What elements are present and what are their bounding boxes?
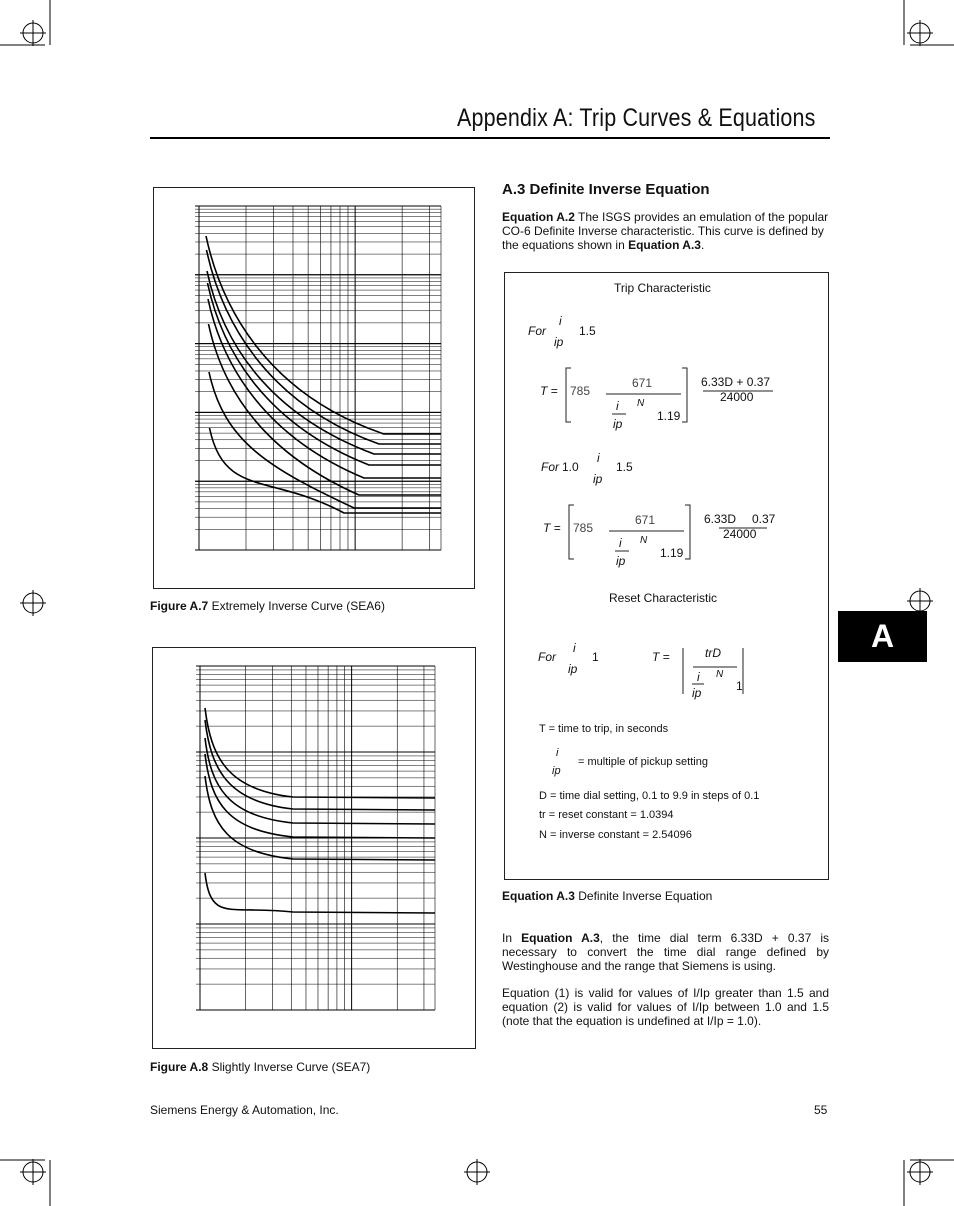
eq2-dial2: 0.37 [752, 512, 776, 526]
eq1-for: For [528, 324, 546, 338]
page-number: 55 [814, 1103, 828, 1117]
def-N: N = inverse constant = 2.54096 [539, 829, 692, 841]
intro-end: . [700, 238, 705, 252]
footer-company: Siemens Energy & Automation, Inc. [150, 1103, 339, 1117]
curve [205, 873, 435, 913]
curve [205, 738, 435, 824]
eq2-cond: 1.5 [616, 460, 633, 474]
def-tr: tr = reset constant = 1.0394 [539, 809, 674, 821]
def-i: i [556, 747, 559, 759]
eq2-lo: 1.0 [562, 460, 579, 474]
eq3-ip2: ip [692, 686, 702, 700]
def-D: D = time dial setting, 0.1 to 9.9 in steps of 0.1 [539, 790, 760, 802]
equation-box [504, 272, 829, 880]
eq2-i2: i [619, 536, 622, 550]
figure-a7-caption [150, 599, 385, 613]
curve [208, 283, 442, 465]
eq1-785: 785 [570, 384, 591, 398]
eq1-i2: i [616, 399, 619, 413]
intro-text: The ISGS provides an emulation of the popular CO-6 Definite Inverse characteristic. This curve is defined by the equations shown in [502, 210, 829, 252]
curve [207, 271, 441, 454]
paragraph-1-post: , the time dial term 6.33D + 0.37 is necessary to convert the time dial range defined by Westinghouse and the range that Siemens is using. [502, 931, 830, 973]
paragraph-1 [502, 931, 829, 973]
eq2-den: 24000 [723, 527, 757, 541]
def-multiple: = multiple of pickup setting [578, 756, 708, 768]
eq2-ip: ip [593, 472, 603, 486]
figure-a7-box [153, 187, 475, 589]
figure-a8-label: Figure A.8 [150, 1060, 209, 1074]
eq3-i: i [573, 641, 576, 655]
eq1-T: T = [540, 384, 558, 398]
eq2-119: 1.19 [660, 546, 684, 560]
curve [209, 324, 442, 495]
figure-a8-caption [150, 1060, 370, 1074]
eq1-671: 671 [632, 376, 653, 390]
eq1-N: N [637, 398, 645, 409]
equation-caption-text: Definite Inverse Equation [574, 889, 713, 903]
equation-brackets [505, 273, 828, 879]
eq1-ip: ip [554, 335, 564, 349]
eq2-T: T = [543, 521, 561, 535]
eq1-119: 1.19 [657, 409, 681, 423]
eq3-ip: ip [568, 662, 578, 676]
equation-caption-label: Equation A.3 [502, 889, 575, 903]
trip-characteristic-title: Trip Characteristic [614, 281, 711, 295]
figure-a8-box [152, 647, 476, 1049]
figure-a8-curves [153, 648, 475, 1048]
equation-caption [502, 889, 712, 903]
eq1-cond: 1.5 [579, 324, 596, 338]
figure-a7-text: Extremely Inverse Curve (SEA6) [208, 599, 385, 613]
curve [205, 754, 435, 838]
eq2-671: 671 [635, 513, 656, 527]
curve [205, 708, 435, 798]
figure-a7-label: Figure A.7 [150, 599, 209, 613]
eq3-cond: 1 [592, 650, 599, 664]
eq2-ip2: ip [616, 554, 626, 568]
eq1-ip2: ip [613, 417, 623, 431]
eq1-i: i [559, 314, 562, 328]
def-T: T = time to trip, in seconds [539, 723, 669, 735]
eq3-num: trD [705, 646, 721, 660]
intro-ref: Equation A.3 [628, 238, 701, 252]
eq1-den: 24000 [720, 390, 754, 404]
intro-paragraph [502, 210, 832, 252]
figure-a8-text: Slightly Inverse Curve (SEA7) [208, 1060, 371, 1074]
eq2-dial: 6.33D [704, 512, 737, 526]
grid [195, 206, 441, 550]
curve [206, 236, 441, 434]
paragraph-2: Equation (1) is valid for values of I/Ip greater than 1.5 and equation (2) is valid for values of I/Ip between 1.0 and 1.5 (note that the equation is undefined at I/Ip = 1.0). [502, 986, 829, 1028]
eq2-for: For [541, 460, 559, 474]
eq2-i: i [597, 451, 600, 465]
eq3-N: N [716, 669, 724, 680]
paragraph-1-ref: Equation A.3 [521, 931, 600, 945]
eq2-N: N [640, 535, 648, 546]
figure-a7-curves [154, 188, 474, 588]
eq3-for: For [538, 650, 556, 664]
eq2-785: 785 [573, 521, 594, 535]
def-ip: ip [552, 765, 561, 777]
eq3-T: T = [652, 650, 670, 664]
section-title: A.3 Definite Inverse Equation [502, 181, 710, 198]
appendix-tab: A [838, 611, 927, 662]
paragraph-1-pre: In [502, 931, 522, 945]
curve [205, 776, 435, 860]
reset-characteristic-title: Reset Characteristic [609, 591, 718, 605]
intro-label: Equation A.2 [502, 210, 575, 224]
header-rule [150, 137, 830, 139]
eq3-i2: i [697, 670, 700, 684]
curve [207, 250, 442, 444]
eq3-one: 1 [736, 679, 743, 693]
page-title: Appendix A: Trip Curves & Equations [457, 104, 816, 132]
eq1-dial: 6.33D + 0.37 [701, 375, 771, 389]
